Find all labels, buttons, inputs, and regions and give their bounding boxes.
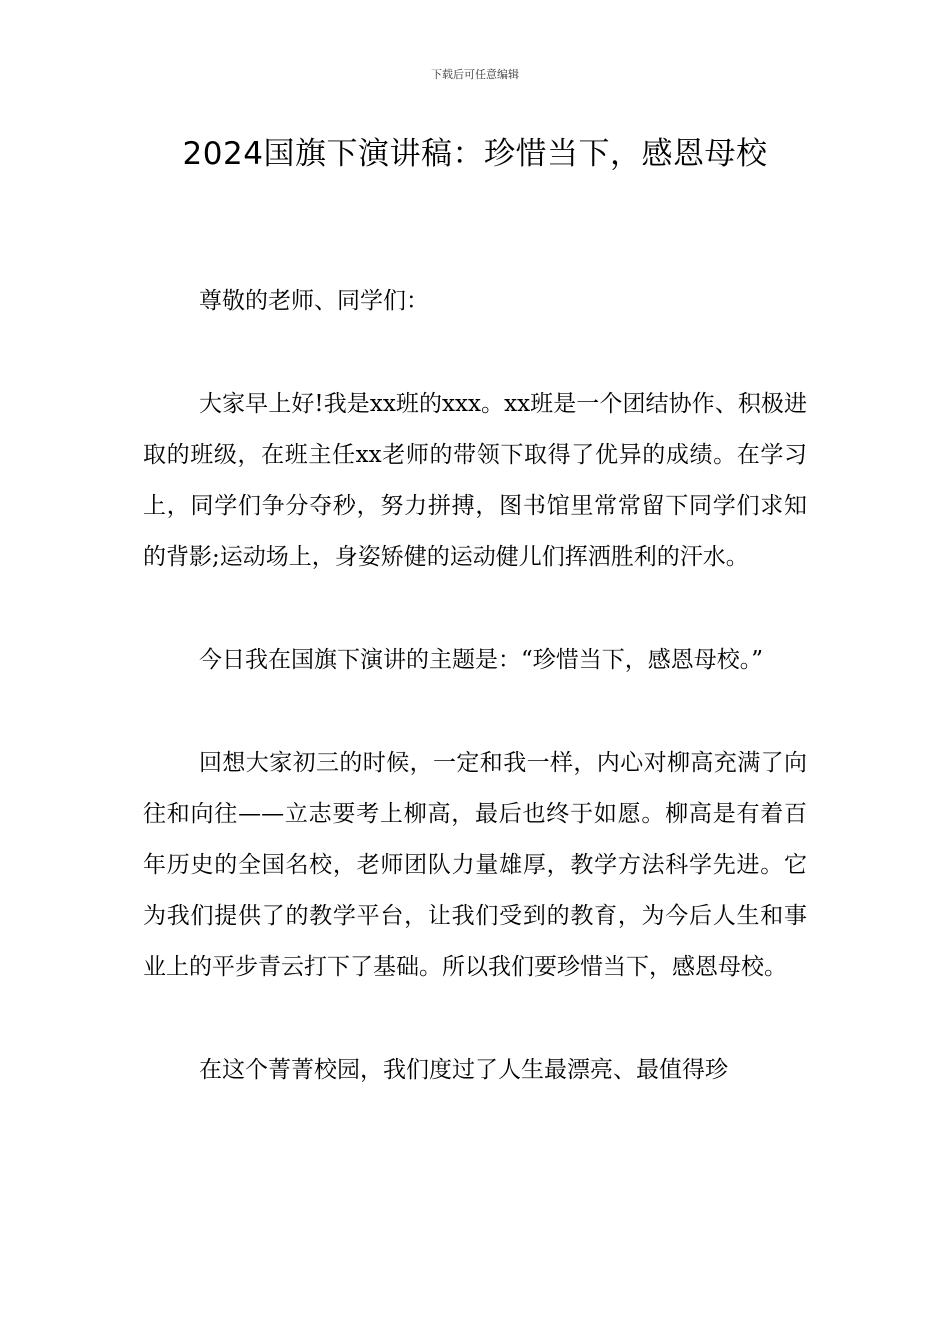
document-title: 2024国旗下演讲稿：珍惜当下，感恩母校 bbox=[182, 136, 768, 172]
body-paragraph: 回想大家初三的时候，一定和我一样，内心对柳高充满了向往和向往——立志要考上柳高，最后也终于如愿。柳高是有着百年历史的全国名校，老师团队力量雄厚，教学方法科学先进。它为我们提供了的教学平台，让我们受到的教育，为今后人生和事业上的平步青云打下了基础。所以我们要珍惜当下，感恩母校。 bbox=[143, 750, 807, 980]
body-paragraph: 大家早上好!我是xx班的xxx。xx班是一个团结协作、积极进取的班级，在班主任xx老师的带领下取得了优异的成绩。在学习上，同学们争分夺秒，努力拼搏，图书馆里常常留下同学们求知的背影;运动场上，身姿矫健的运动健儿们挥洒胜利的汗水。 bbox=[143, 391, 807, 570]
header-note: 下载后可任意编辑 bbox=[431, 68, 519, 81]
body-paragraph: 在这个菁菁校园，我们度过了人生最漂亮、最值得珍 bbox=[199, 1057, 728, 1083]
document-body bbox=[143, 276, 807, 1096]
salutation-paragraph: 尊敬的老师、同学们： bbox=[199, 288, 429, 314]
body-paragraph: 今日我在国旗下演讲的主题是：“珍惜当下，感恩母校。” bbox=[199, 647, 764, 673]
